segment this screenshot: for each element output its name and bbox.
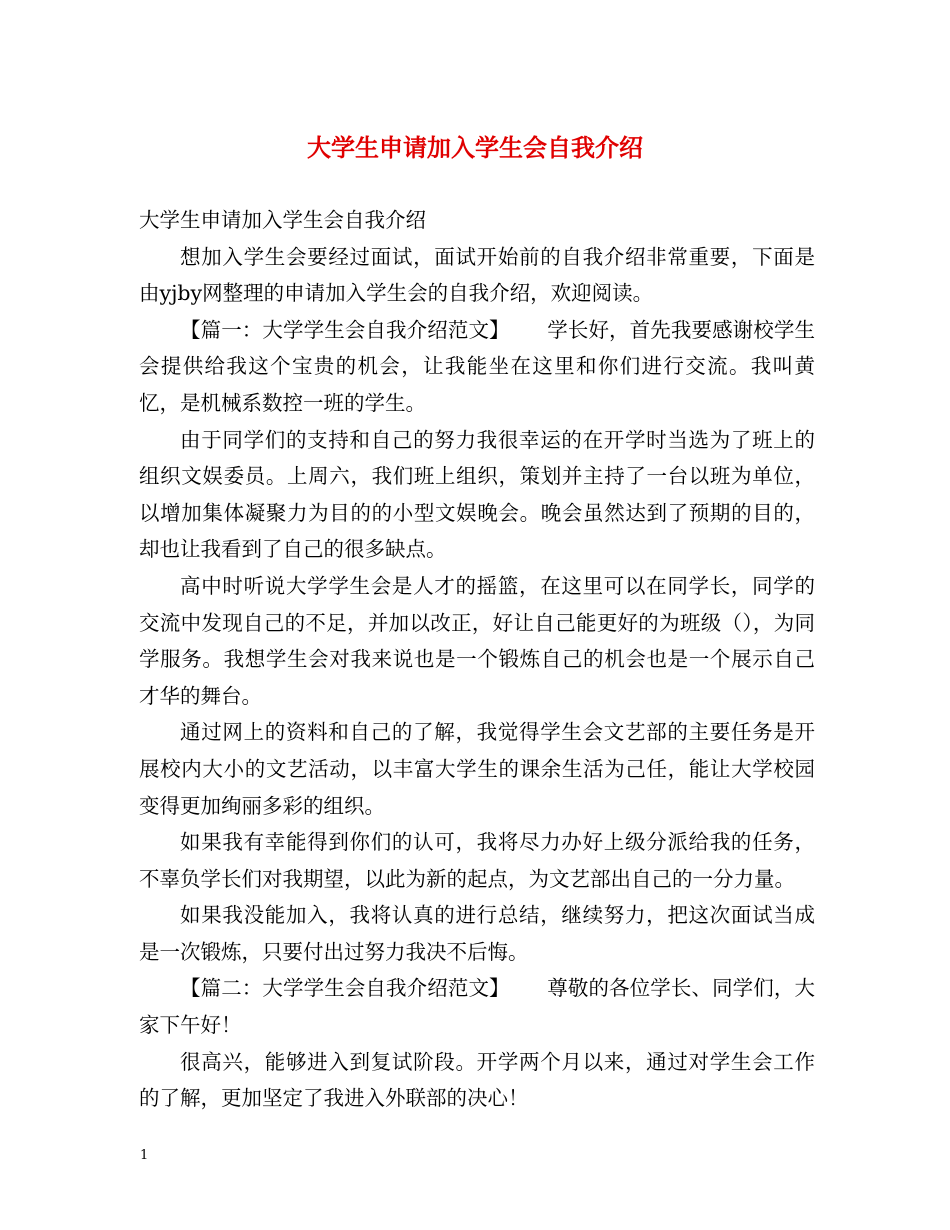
body-paragraph: 高中时听说大学学生会是人才的摇篮，在这里可以在同学长，同学的交流中发现自己的不足，并加以改正，好让自己能更好的为班级（），为同学服务。我想学生会对我来说也是一个锻炼自己的机会也是一个展示自己才华的舞台。	[139, 573, 815, 708]
body-paragraph: 很高兴，能够进入到复试阶段。开学两个月以来，通过对学生会工作的了解，更加坚定了我进入外联部的决心！	[139, 1049, 815, 1111]
section-two-gap	[499, 976, 547, 1000]
document-title: 大学生申请加入学生会自我介绍	[307, 133, 643, 162]
section-one-text: 学长好，首先我要感谢校学生会提供给我这个宝贵的机会，让我能坐在这里和你们进行交流。我叫黄忆，是机械系数控一班的学生。	[139, 317, 815, 415]
subtitle-paragraph: 大学生申请加入学生会自我介绍	[139, 208, 426, 232]
section-two-heading: 【篇二：大学学生会自我介绍范文】	[180, 976, 500, 1001]
intro-paragraph: 想加入学生会要经过面试，面试开始前的自我介绍非常重要，下面是由yjby网整理的申请加入学生会的自我介绍，欢迎阅读。	[139, 244, 815, 306]
section-one-paragraph	[139, 312, 815, 422]
section-one-gap	[499, 318, 547, 342]
document-body	[139, 202, 815, 1117]
body-paragraph: 如果我没能加入，我将认真的进行总结，继续努力，把这次面试当成是一次锻炼，只要付出过努力我决不后悔。	[139, 903, 815, 964]
section-two-text: 尊敬的各位学长、同学们，大家下午好！	[139, 976, 815, 1038]
body-paragraph: 通过网上的资料和自己的了解，我觉得学生会文艺部的主要任务是开展校内大小的文艺活动，以丰富大学生的课余生活为己任，能让大学校园变得更加绚丽多彩的组织。	[139, 720, 815, 818]
section-two-paragraph	[139, 970, 815, 1043]
section-one-heading: 【篇一：大学学生会自我介绍范文】	[180, 317, 500, 342]
page-number: 1	[140, 1148, 149, 1163]
body-paragraph: 如果我有幸能得到你们的认可，我将尽力办好上级分派给我的任务，不辜负学长们对我期望，以此为新的起点，为文艺部出自己的一分力量。	[139, 830, 815, 891]
body-paragraph: 由于同学们的支持和自己的努力我很幸运的在开学时当选为了班上的组织文娱委员。上周六，我们班上组织，策划并主持了一台以班为单位，以增加集体凝聚力为目的的小型文娱晚会。晚会虽然达到了预期的目的，却也让我看到了自己的很多缺点。	[139, 427, 815, 562]
